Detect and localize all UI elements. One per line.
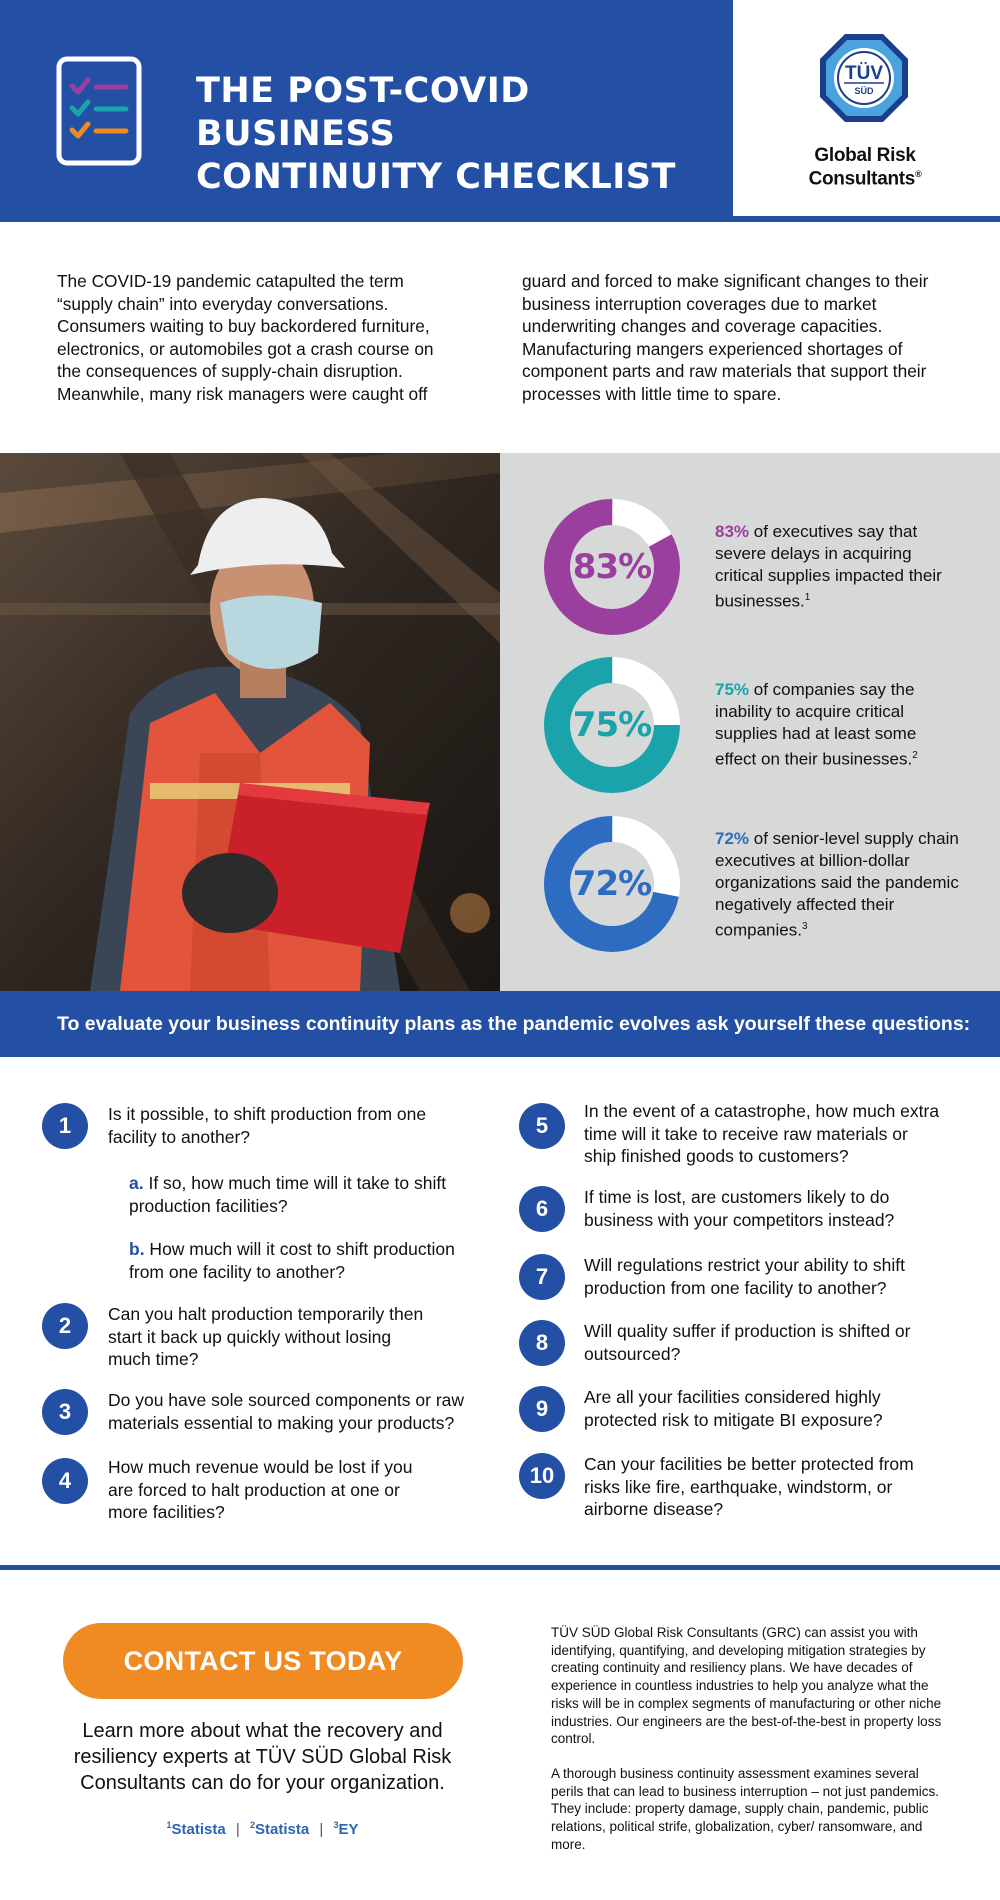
donut-label: 83% [572,547,652,587]
intro-text-left: The COVID-19 pandemic catapulted the term “supply chain” into everyday conversations. Consumers waiting to buy backordered furniture, electronics, or automobiles got a crash course on the consequences of supply-chain disruption. Meanwhile, many risk managers were caught off [57,271,434,404]
intro-text-right: guard and forced to make significant changes to their business interruption coverages due to market underwriting changes and coverage capacities. Manufacturing mangers experienced shortages of component parts and raw materials that support their processes with little time to spare. [522,271,929,404]
contact-us-button[interactable]: CONTACT US TODAY [63,1623,463,1699]
stat-72 [500,814,1000,954]
header [0,0,1000,222]
question-number: 4 [42,1458,88,1504]
question-number: 1 [42,1103,88,1149]
question-1b: b. How much will it cost to shift production from one facility to another? [129,1239,455,1282]
stat-text: 83% of executives say that severe delays in acquiring critical supplies impacted their businesses.$^1$ [715,522,942,611]
stats-panel [500,453,1000,991]
checklist-icon [56,56,142,166]
question-7: Will regulations restrict your ability to shift production from one facility to another? [584,1255,905,1298]
donut-label: 75% [572,705,652,745]
question-1: Is it possible, to shift production from one facility to another? [108,1104,427,1147]
question-number: 5 [519,1103,565,1149]
question-6: If time is lost, are customers likely to do business with your competitors instead? [584,1187,895,1230]
question-number: 3 [42,1389,88,1435]
logo-wordmark: Global Risk Consultants® [808,145,922,190]
question-5: In the event of a catastrophe, how much extra time will it take to receive raw materials or ship finished goods to customers? [584,1101,940,1166]
question-1a: a. If so, how much time will it take to shift production facilities? [129,1173,447,1216]
stat-75 [500,655,1000,795]
question-number: 10 [519,1453,565,1499]
source-link[interactable]: $^3$EY [333,1820,359,1838]
question-number: 2 [42,1303,88,1349]
grc-description: TÜV SÜD Global Risk Consultants (GRC) can assist you with identifying, quantifying, and developing mitigation strategies by creating continuity and resiliency plans. We have decades of experience in countless industries to help you analyze what the risks will be in complex segments of manufacturing or other niche industries. Our engineers are the best-of-the-best in property loss control. [551,1625,942,1747]
question-10: Can your facilities be better protected from risks like fire, earthquake, windstorm, or airborne disease? [584,1454,914,1519]
source-separator: | [319,1821,324,1838]
source-link[interactable]: $^1$Statista [166,1820,226,1838]
question-number: 9 [519,1386,565,1432]
stat-text: 72% of senior-level supply chain executives at billion-dollar organizations said the pandemic negatively affected their companies.$^3$ [715,829,959,940]
question-3: Do you have sole sourced components or raw materials essential to making your products? [108,1390,465,1433]
tuv-sud-logo [818,32,910,124]
section-divider [0,1565,1000,1570]
stat-text: 75% of companies say the inability to acquire critical supplies had at least some effect on their businesses.$^2$ [715,680,918,769]
donut-label: 72% [572,864,652,904]
questions-banner: To evaluate your business continuity plans as the pandemic evolves ask yourself these questions: [0,991,1000,1057]
source-separator: | [235,1821,240,1838]
title-line-1: THE POST-COVID BUSINESS [196,71,530,154]
sources [60,1820,465,1838]
worker-photo [0,453,500,991]
question-number: 8 [519,1320,565,1366]
header-divider [0,216,1000,222]
question-number: 6 [519,1186,565,1232]
cta-description: Learn more about what the recovery and resiliency experts at TÜV SÜD Global Risk Consultants can do for your organization. [73,1720,452,1794]
question-4: How much revenue would be lost if you are forced to halt production at one or more facilities? [108,1457,413,1522]
question-2: Can you halt production temporarily then start it back up quickly without losing much time? [108,1304,424,1369]
question-9: Are all your facilities considered highly protected risk to mitigate BI exposure? [584,1387,883,1430]
question-number: 7 [519,1254,565,1300]
question-8: Will quality suffer if production is shifted or outsourced? [584,1321,911,1364]
title-line-2: CONTINUITY CHECKLIST [196,157,676,197]
svg-text:TÜV: TÜV [845,63,883,84]
page-title [196,70,716,199]
stat-83 [500,497,1000,637]
svg-text:SÜD: SÜD [854,86,874,96]
assessment-description: A thorough business continuity assessment examines several perils that can lead to business interruption – not just pandemics. They include: property damage, supply chain, pandemic, public relations, political strife, globalization, cyber/ ransomware, and more. [551,1766,939,1852]
source-link[interactable]: $^2$Statista [249,1820,310,1838]
